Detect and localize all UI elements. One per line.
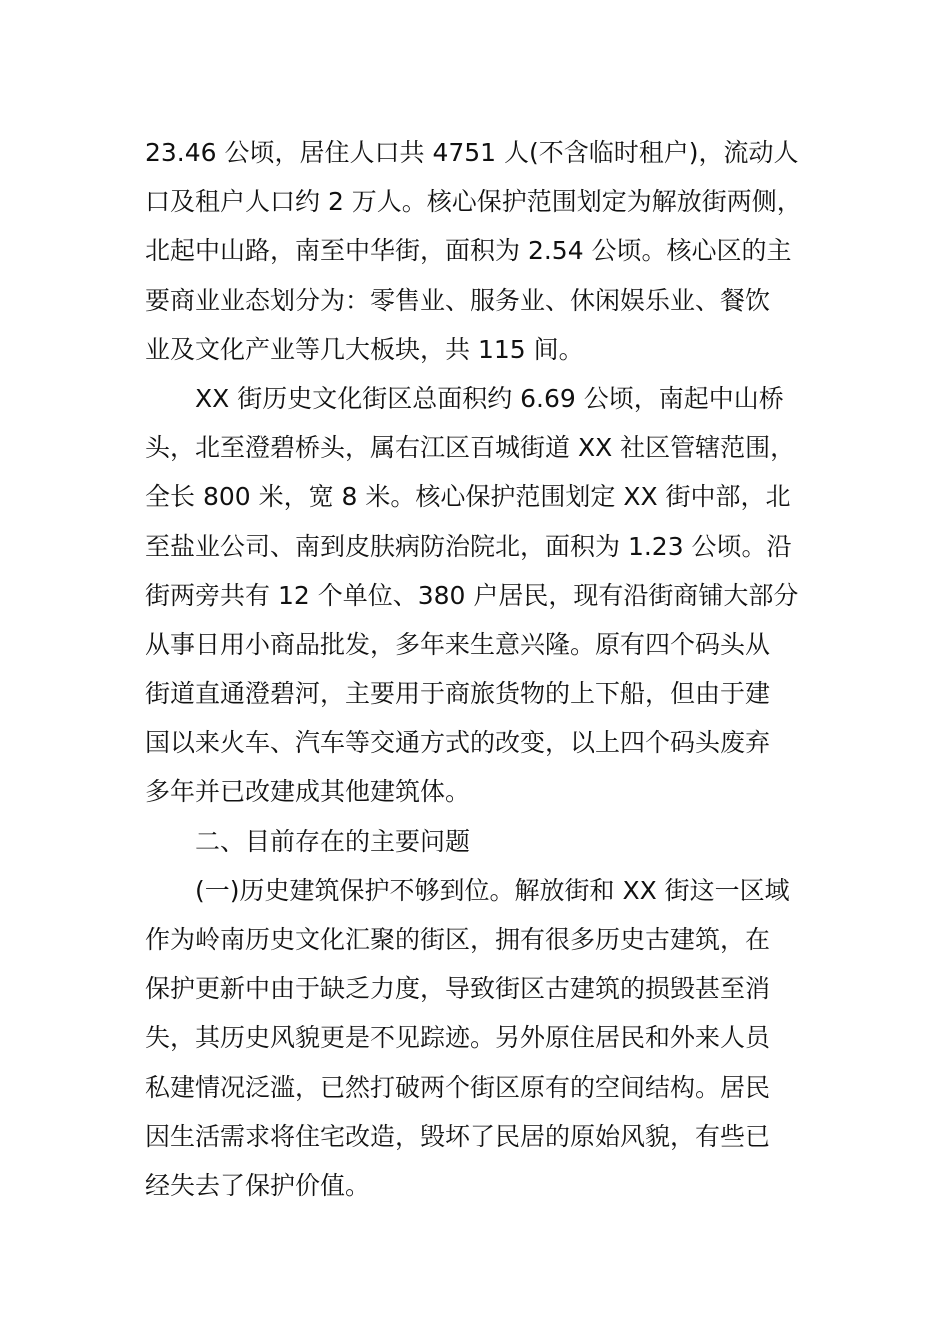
text-line: 北起中山路，南至中华街，面积为 2.54 公顷。核心区的主 — [145, 236, 792, 266]
text-line: 要商业业态划分为：零售业、服务业、休闲娱乐业、餐饮 — [145, 285, 771, 315]
text-line: 失，其历史风貌更是不见踪迹。另外原住居民和外来人员 — [145, 1023, 771, 1053]
text-line: 至盐业公司、南到皮肤病防治院北，面积为 1.23 公顷。沿 — [145, 531, 792, 561]
text-line: (一)历史建筑保护不够到位。解放街和 XX 街这一区域 — [195, 875, 790, 905]
text-line: 23.46 公顷，居住人口共 4751 人(不含临时租户)，流动人 — [145, 138, 799, 167]
text-line: 业及文化产业等几大板块，共 115 间。 — [145, 334, 584, 364]
text-line: 私建情况泛滥，已然打破两个街区原有的空间结构。居民 — [145, 1072, 771, 1102]
text-line: 作为岭南历史文化汇聚的街区，拥有很多历史古建筑，在 — [145, 925, 771, 954]
paragraph-district-overview — [145, 128, 835, 374]
text-line: 保护更新中由于缺乏力度，导致街区古建筑的损毁甚至消 — [145, 974, 771, 1004]
text-line: 口及租户人口约 2 万人。核心保护范围划定为解放街两侧， — [145, 187, 802, 217]
text-line: 经失去了保护价值。 — [145, 1170, 371, 1200]
document-body — [145, 128, 835, 1210]
text-line: 全长 800 米，宽 8 米。核心保护范围划定 XX 街中部，北 — [145, 482, 791, 512]
text-line: 因生活需求将住宅改造，毁坏了民居的原始风貌，有些已 — [145, 1121, 771, 1151]
paragraph-problem-1 — [145, 866, 835, 1210]
text-line: XX 街历史文化街区总面积约 6.69 公顷，南起中山桥 — [195, 383, 784, 413]
section-heading — [145, 817, 835, 866]
text-line: 从事日用小商品批发，多年来生意兴隆。原有四个码头从 — [145, 629, 771, 659]
text-line: 街道直通澄碧河，主要用于商旅货物的上下船，但由于建 — [145, 679, 771, 709]
text-line: 国以来火车、汽车等交通方式的改变，以上四个码头废弃 — [145, 728, 771, 758]
text-line: 街两旁共有 12 个单位、380 户居民，现有沿街商铺大部分 — [145, 580, 799, 610]
text-line: 多年并已改建成其他建筑体。 — [145, 777, 471, 807]
text-line: 头，北至澄碧桥头，属右江区百城街道 XX 社区管辖范围， — [145, 433, 796, 463]
section-heading-text: 二、目前存在的主要问题 — [195, 826, 471, 856]
paragraph-xx-street — [145, 374, 835, 817]
